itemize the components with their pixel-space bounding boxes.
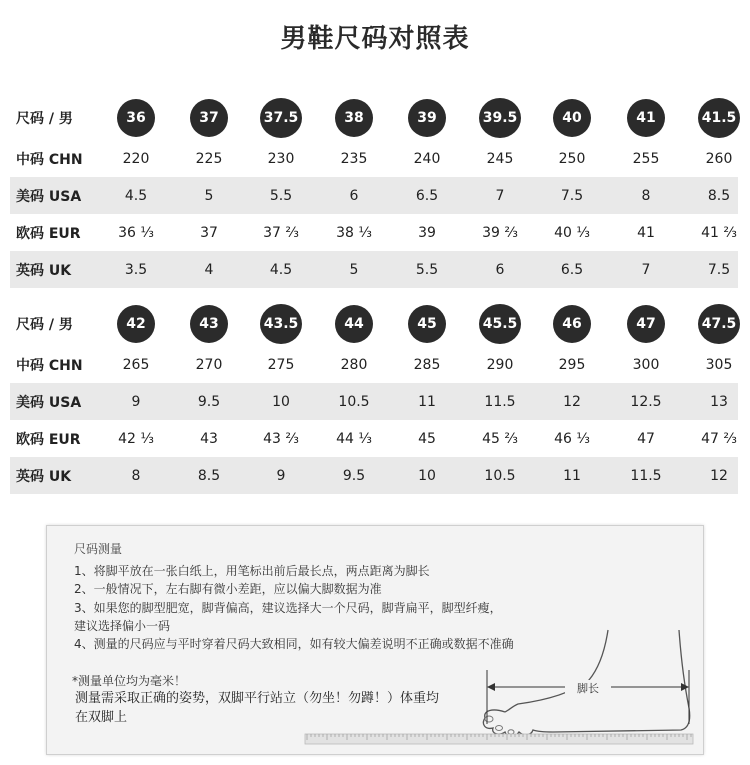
size-cell [253, 96, 309, 140]
uk-row-label: 英码 UK [16, 468, 72, 485]
usa-row [10, 383, 738, 420]
usa-value: 4.5 [124, 187, 148, 204]
chn-value: 250 [558, 150, 586, 167]
chn-value: 265 [122, 356, 150, 373]
uk-value: 10 [418, 467, 436, 484]
size-row [10, 96, 738, 140]
usa-value: 11 [418, 393, 436, 410]
size-badge: 41.5 [698, 98, 740, 138]
usa-value: 7.5 [560, 187, 584, 204]
size-badge: 43.5 [260, 304, 302, 344]
size-badge: 40 [553, 99, 591, 137]
usa-value: 13 [710, 393, 728, 410]
size-badge: 46 [553, 305, 591, 343]
eur-value: 36 ⅓ [118, 224, 154, 241]
chn-row-label: 中码 CHN [16, 151, 83, 168]
size-cell [108, 96, 164, 140]
eur-value: 47 [637, 430, 655, 447]
size-row-label: 尺码 / 男 [16, 317, 73, 333]
chn-value: 270 [195, 356, 223, 373]
chn-value: 285 [413, 356, 441, 373]
instruction-3: 3、如果您的脚型肥宽，脚背偏高，建议选择大一个尺码，脚背扁平，脚型纤瘦， [74, 601, 502, 615]
size-cell [618, 302, 674, 346]
size-badge: 38 [335, 99, 373, 137]
size-table-1 [10, 96, 738, 288]
eur-value: 43 [200, 430, 218, 447]
chn-row [10, 140, 738, 177]
size-row [10, 302, 738, 346]
size-row-label: 尺码 / 男 [16, 111, 73, 127]
uk-value: 11 [563, 467, 581, 484]
usa-value: 12.5 [630, 393, 662, 410]
usa-value: 8.5 [707, 187, 731, 204]
chn-value: 220 [122, 150, 150, 167]
uk-row [10, 251, 738, 288]
size-badge: 37 [190, 99, 228, 137]
instruction-3-cont: 建议选择偏小一码 [74, 619, 171, 633]
size-badge: 43 [190, 305, 228, 343]
size-badge: 41 [627, 99, 665, 137]
size-cell [326, 96, 382, 140]
instruction-2: 2、一般情况下，左右脚有微小差距，应以偏大脚数据为准 [74, 582, 382, 596]
size-cell [691, 302, 747, 346]
eur-value: 44 ⅓ [336, 430, 372, 447]
uk-row-label: 英码 UK [16, 262, 72, 279]
eur-value: 37 ⅔ [263, 224, 299, 241]
chn-value: 295 [558, 356, 586, 373]
size-cell [253, 302, 309, 346]
posture-note-line-1: 测量需采取正确的姿势，双脚平行站立（勿坐！勿蹲！）体重均 [75, 691, 440, 706]
usa-row-label: 美码 USA [16, 188, 82, 205]
chn-value: 255 [632, 150, 660, 167]
usa-value: 7 [495, 187, 505, 204]
chn-value: 240 [413, 150, 441, 167]
size-badge: 39.5 [479, 98, 521, 138]
size-cell [326, 302, 382, 346]
page-title: 男鞋尺码对照表 [280, 24, 470, 54]
chn-value: 245 [486, 150, 514, 167]
chn-row [10, 346, 738, 383]
uk-value: 7 [641, 261, 651, 278]
uk-value: 11.5 [630, 467, 662, 484]
usa-value: 8 [641, 187, 651, 204]
size-cell [472, 96, 528, 140]
size-badge: 47 [627, 305, 665, 343]
size-cell [181, 96, 237, 140]
usa-value: 5.5 [269, 187, 293, 204]
chn-value: 260 [705, 150, 733, 167]
uk-row [10, 457, 738, 494]
eur-value: 40 ⅓ [554, 224, 590, 241]
eur-value: 41 ⅔ [701, 224, 737, 241]
size-badge: 45.5 [479, 304, 521, 344]
eur-value: 37 [200, 224, 218, 241]
eur-value: 39 [418, 224, 436, 241]
eur-value: 41 [637, 224, 655, 241]
chn-value: 235 [340, 150, 368, 167]
eur-value: 45 ⅔ [482, 430, 518, 447]
uk-value: 8.5 [197, 467, 221, 484]
instruction-1: 1、将脚平放在一张白纸上，用笔标出前后最长点，两点距离为脚长 [74, 564, 430, 578]
usa-value: 9 [131, 393, 141, 410]
size-badge: 37.5 [260, 98, 302, 138]
usa-value: 6 [349, 187, 359, 204]
eur-value: 47 ⅔ [701, 430, 737, 447]
instruction-4: 4、测量的尺码应与平时穿着尺码大致相同，如有较大偏差说明不正确或数据不准确 [74, 637, 514, 651]
usa-value: 10.5 [338, 393, 370, 410]
uk-value: 3.5 [124, 261, 148, 278]
chn-value: 230 [267, 150, 295, 167]
uk-value: 6 [495, 261, 505, 278]
uk-value: 8 [131, 467, 141, 484]
uk-value: 10.5 [484, 467, 516, 484]
size-badge: 44 [335, 305, 373, 343]
usa-value: 10 [272, 393, 290, 410]
size-cell [618, 96, 674, 140]
uk-value: 4 [204, 261, 214, 278]
usa-value: 5 [204, 187, 214, 204]
uk-value: 9 [276, 467, 286, 484]
posture-note-line-2: 在双脚上 [75, 710, 128, 725]
size-table-2 [10, 302, 738, 494]
usa-value: 12 [563, 393, 581, 410]
size-badge: 36 [117, 99, 155, 137]
eur-value: 45 [418, 430, 436, 447]
size-cell [691, 96, 747, 140]
chn-value: 290 [486, 356, 514, 373]
size-cell [544, 302, 600, 346]
eur-value: 42 ⅓ [118, 430, 154, 447]
uk-value: 7.5 [707, 261, 731, 278]
usa-row [10, 177, 738, 214]
uk-value: 6.5 [560, 261, 584, 278]
size-badge: 45 [408, 305, 446, 343]
eur-value: 43 ⅔ [263, 430, 299, 447]
uk-value: 5 [349, 261, 359, 278]
size-cell [399, 96, 455, 140]
uk-value: 12 [710, 467, 728, 484]
foot-length-label: 脚长 [577, 682, 599, 695]
usa-value: 9.5 [197, 393, 221, 410]
chn-value: 225 [195, 150, 223, 167]
chn-value: 280 [340, 356, 368, 373]
eur-value: 39 ⅔ [482, 224, 518, 241]
chn-value: 300 [632, 356, 660, 373]
size-cell [544, 96, 600, 140]
measurement-title: 尺码测量 [74, 542, 123, 556]
foot-measurement-illustration [303, 628, 695, 748]
chn-value: 275 [267, 356, 295, 373]
usa-value: 11.5 [484, 393, 516, 410]
size-cell [181, 302, 237, 346]
eur-value: 38 ⅓ [336, 224, 372, 241]
eur-row-label: 欧码 EUR [16, 225, 81, 242]
chn-row-label: 中码 CHN [16, 357, 83, 374]
usa-row-label: 美码 USA [16, 394, 82, 411]
size-badge: 47.5 [698, 304, 740, 344]
eur-value: 46 ⅓ [554, 430, 590, 447]
uk-value: 4.5 [269, 261, 293, 278]
chn-value: 305 [705, 356, 733, 373]
size-cell [399, 302, 455, 346]
measurement-guide [46, 525, 704, 755]
usa-value: 6.5 [415, 187, 439, 204]
unit-note: *测量单位均为毫米！ [72, 674, 187, 688]
size-badge: 42 [117, 305, 155, 343]
eur-row-label: 欧码 EUR [16, 431, 81, 448]
eur-row [10, 420, 738, 457]
size-cell [108, 302, 164, 346]
uk-value: 5.5 [415, 261, 439, 278]
eur-row [10, 214, 738, 251]
size-cell [472, 302, 528, 346]
size-badge: 39 [408, 99, 446, 137]
uk-value: 9.5 [342, 467, 366, 484]
